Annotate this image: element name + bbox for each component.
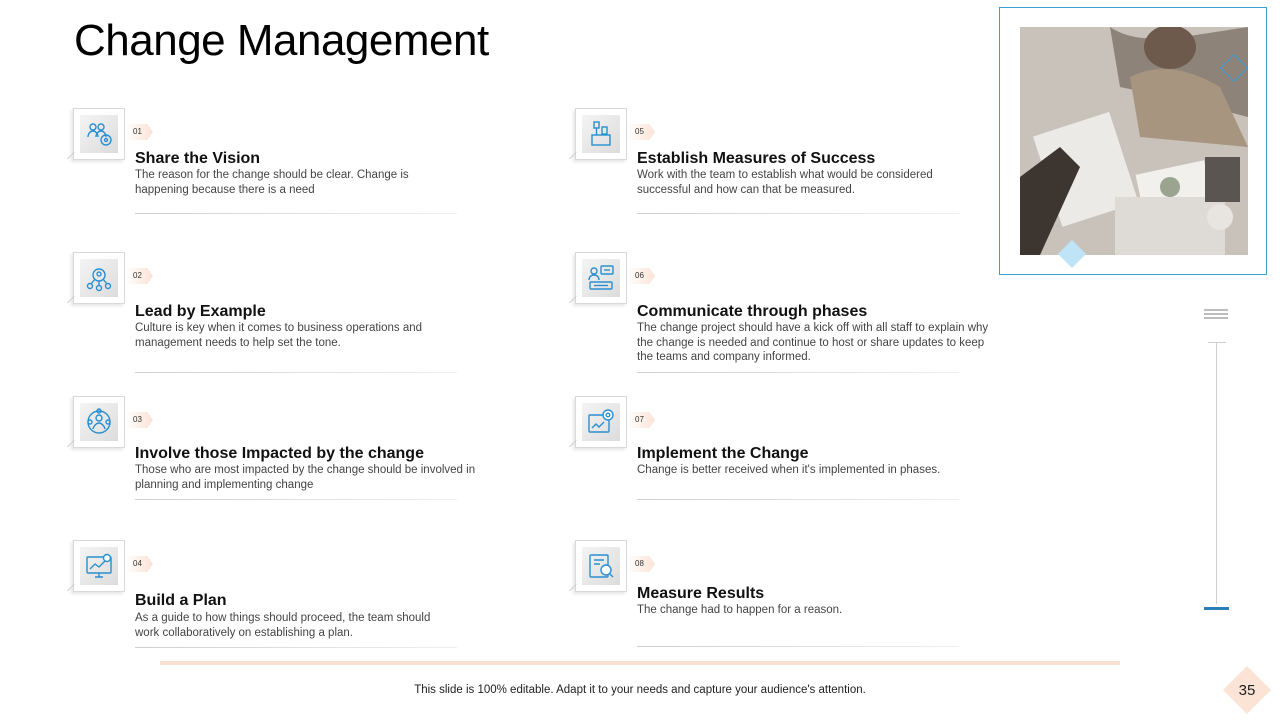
results-analysis-icon xyxy=(586,551,616,581)
item-title: Communicate through phases xyxy=(637,303,868,320)
divider xyxy=(637,646,959,647)
item-title: Establish Measures of Success xyxy=(637,150,876,167)
gear-implementation-icon xyxy=(586,407,616,437)
item-description: Culture is key when it comes to business operations and management needs to help set the tone. xyxy=(135,322,423,349)
chess-strategy-icon xyxy=(586,119,616,149)
page-number: 35 xyxy=(1238,682,1256,699)
item-number: 06 xyxy=(627,268,657,284)
item-number: 02 xyxy=(125,268,155,284)
item-title: Implement the Change xyxy=(637,445,809,462)
item-description: The change had to happen for a reason. xyxy=(637,604,843,616)
divider xyxy=(135,499,457,500)
icon-frame xyxy=(73,252,125,304)
list-item-communicate-phases xyxy=(575,252,1005,362)
divider xyxy=(135,647,457,648)
icon-frame xyxy=(73,540,125,592)
icon-frame xyxy=(575,108,627,160)
monitor-plan-icon xyxy=(84,551,114,581)
item-number: 01 xyxy=(125,124,155,140)
team-meeting-photo xyxy=(1020,27,1248,255)
footer-text: This slide is 100% editable. Adapt it to your needs and capture your audience's attention. xyxy=(414,684,866,696)
item-number: 07 xyxy=(627,412,657,428)
icon-frame xyxy=(73,396,125,448)
list-item-measure-results xyxy=(575,540,1005,650)
list-item-implement-change xyxy=(575,396,1005,506)
list-item-involve-impacted xyxy=(73,396,503,506)
scroll-track[interactable] xyxy=(1216,342,1217,604)
icon-frame xyxy=(575,252,627,304)
divider xyxy=(637,213,959,214)
item-description: As a guide to how things should proceed, the team should work collaboratively on establishing a plan. xyxy=(135,612,431,639)
item-number: 05 xyxy=(627,124,657,140)
list-item-build-plan xyxy=(73,540,503,650)
item-title: Measure Results xyxy=(637,585,765,602)
photo-frame xyxy=(999,7,1267,275)
item-title: Build a Plan xyxy=(135,592,227,609)
item-number: 03 xyxy=(125,412,155,428)
divider xyxy=(135,372,457,373)
bottom-accent-bar xyxy=(160,661,1120,665)
icon-frame xyxy=(73,108,125,160)
list-item-measures-success xyxy=(575,108,1005,218)
slide-title: Change Management xyxy=(74,16,489,65)
list-item-lead-by-example xyxy=(73,252,503,362)
item-title: Share the Vision xyxy=(135,150,261,167)
scroll-grip[interactable] xyxy=(1204,309,1228,321)
item-number: 08 xyxy=(627,556,657,572)
item-title: Involve those Impacted by the change xyxy=(135,445,424,462)
item-description: Change is better received when it's implemented in phases. xyxy=(637,464,941,476)
team-vision-icon xyxy=(84,119,114,149)
item-description: The change project should have a kick off with all staff to explain why the change is needed and continue to host or share updates to keep the teams and company informed. xyxy=(637,322,989,363)
divider xyxy=(135,213,457,214)
item-title: Lead by Example xyxy=(135,303,266,320)
communication-icon xyxy=(586,263,616,293)
scroll-thumb[interactable] xyxy=(1204,607,1229,610)
item-description: Those who are most impacted by the change should be involved in planning and implementing change xyxy=(135,464,476,491)
leadership-network-icon xyxy=(84,263,114,293)
item-description: The reason for the change should be clear. Change is happening because there is a need xyxy=(135,169,409,196)
icon-frame xyxy=(575,540,627,592)
divider xyxy=(637,372,959,373)
item-description: Work with the team to establish what would be considered successful and how can that be measured. xyxy=(637,169,933,196)
people-involvement-icon xyxy=(84,407,114,437)
scroll-track-cap xyxy=(1208,342,1226,343)
divider xyxy=(637,499,959,500)
item-number: 04 xyxy=(125,556,155,572)
list-item-share-vision xyxy=(73,108,503,218)
icon-frame xyxy=(575,396,627,448)
